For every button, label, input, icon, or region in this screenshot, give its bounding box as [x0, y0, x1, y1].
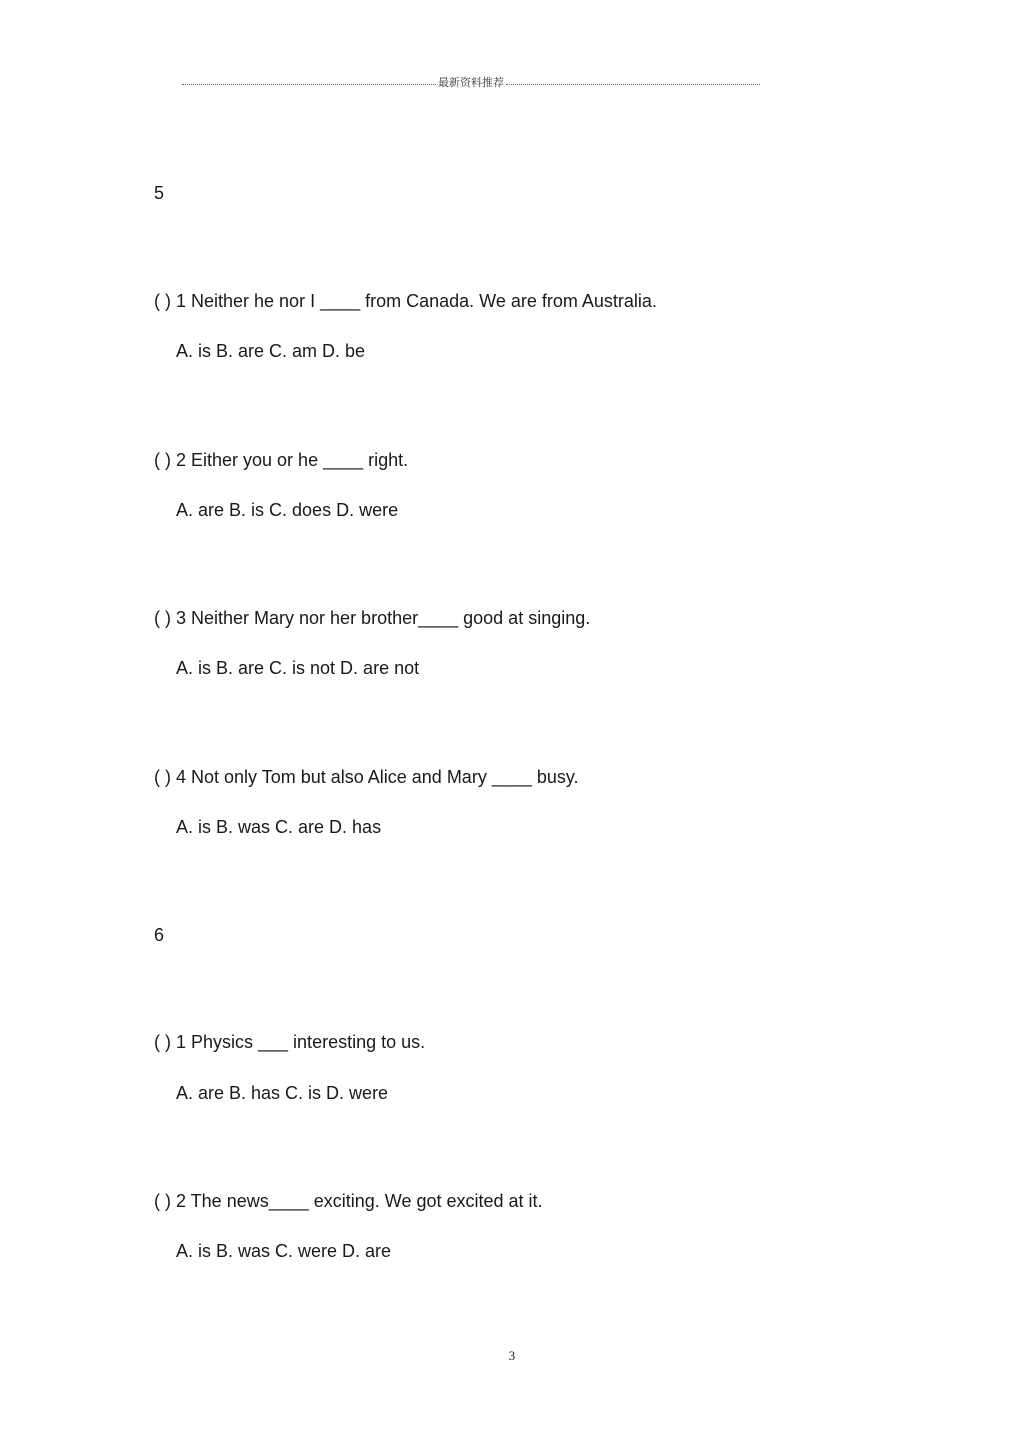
question-options: A. is B. are C. am D. be: [176, 341, 366, 361]
section-number: 6: [154, 925, 165, 945]
header-title: 最新资料推荐: [438, 76, 504, 89]
header-dotted-rule-left: [182, 84, 436, 85]
question-text: ( ) 1 Physics ___ interesting to us.: [154, 1032, 426, 1052]
question-text: ( ) 4 Not only Tom but also Alice and Mary ____ busy.: [154, 767, 579, 787]
section-number: 5: [154, 183, 165, 203]
question-options: A. is B. was C. were D. are: [176, 1241, 392, 1261]
page-header: [182, 73, 760, 91]
question-options: A. is B. are C. is not D. are not: [176, 658, 420, 678]
question-options: A. are B. is C. does D. were: [176, 500, 399, 520]
question-options: A. is B. was C. are D. has: [176, 817, 382, 837]
question-text: ( ) 1 Neither he nor I ____ from Canada. We are from Australia.: [154, 291, 657, 311]
question-text: ( ) 3 Neither Mary nor her brother____ good at singing.: [154, 608, 591, 628]
question-text: ( ) 2 Either you or he ____ right.: [154, 450, 409, 470]
question-text: ( ) 2 The news____ exciting. We got excited at it.: [154, 1191, 543, 1211]
page-number: 3: [508, 1348, 516, 1363]
header-dotted-rule-right: [506, 84, 760, 85]
question-options: A. are B. has C. is D. were: [176, 1083, 389, 1103]
